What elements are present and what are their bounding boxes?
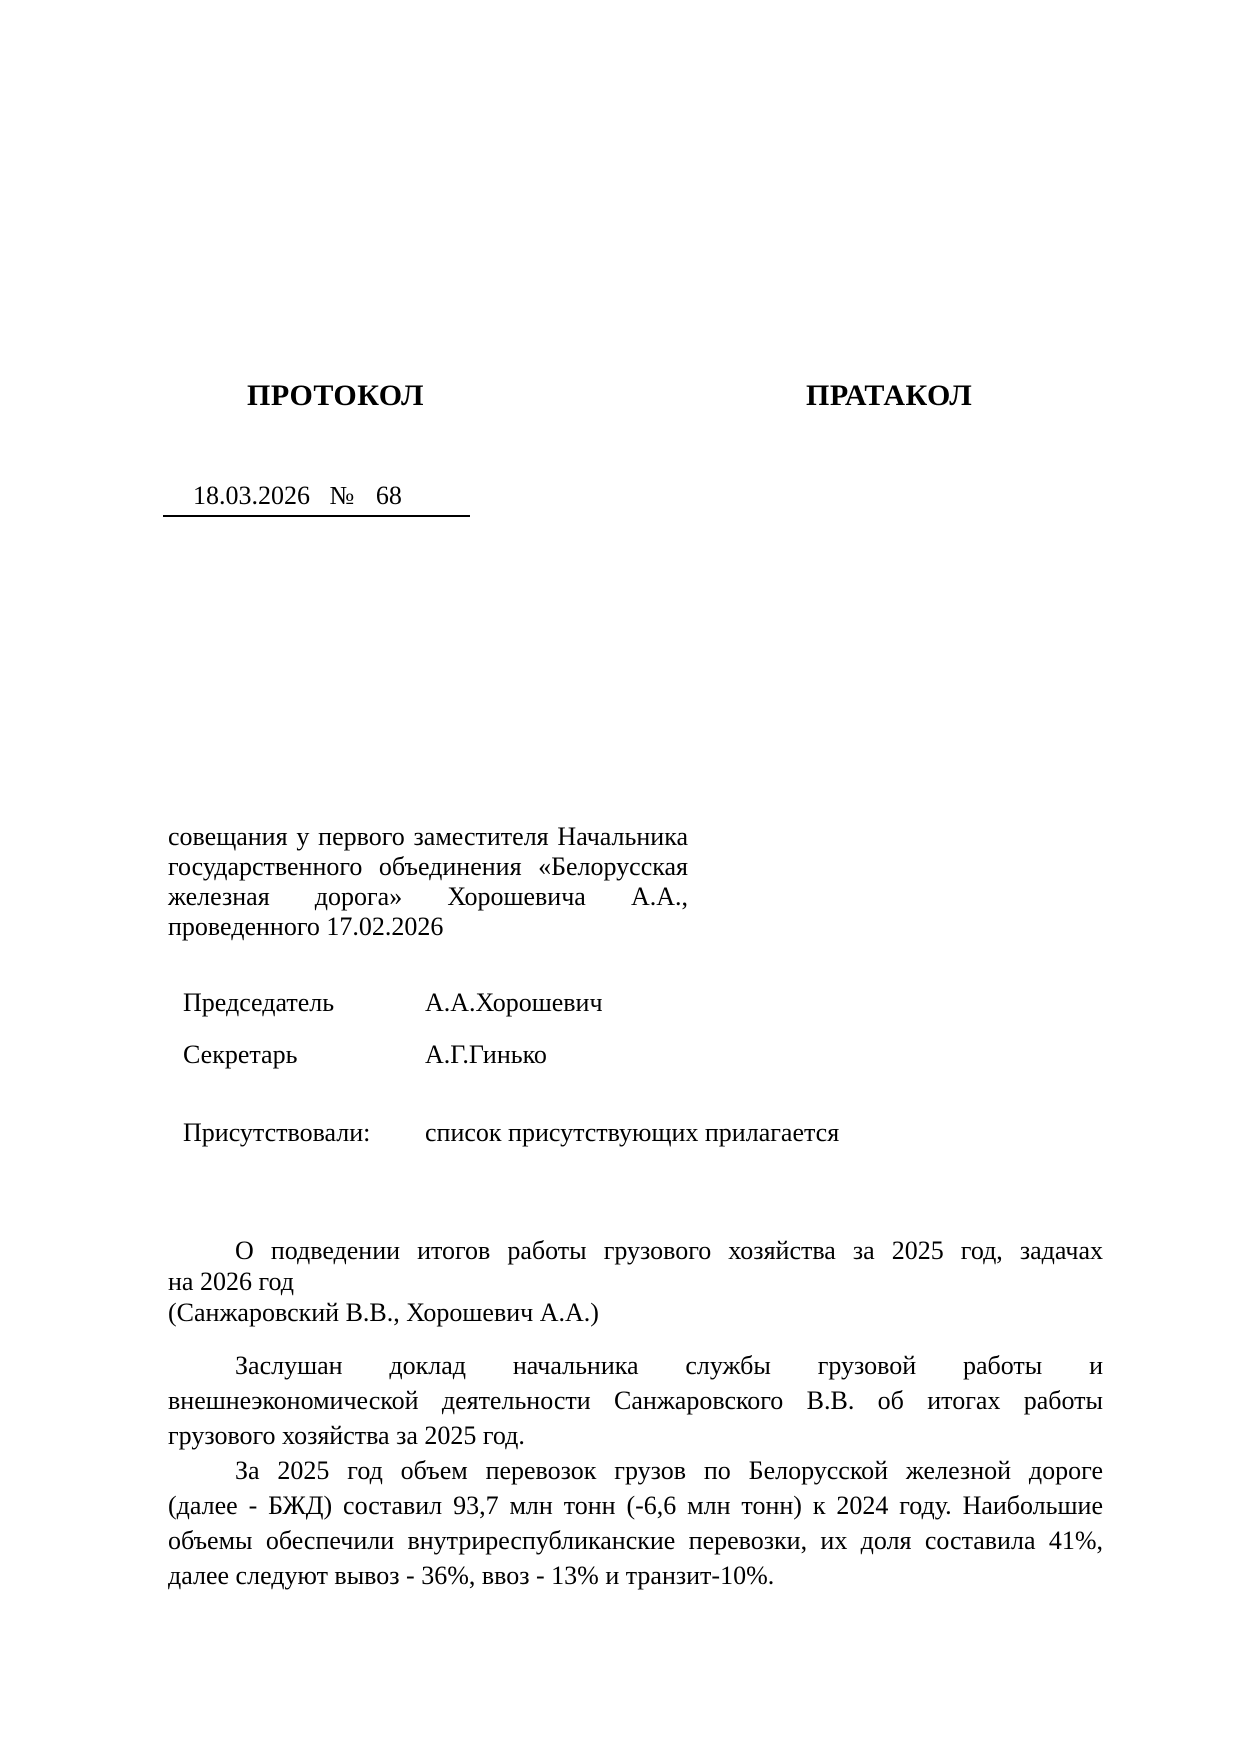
participant-role-label: Присутствовали: xyxy=(183,1118,371,1147)
text-line: далее следуют вывоз - 36%, ввоз - 13% и транзит-10%. xyxy=(168,1561,775,1590)
body-paragraph-2 xyxy=(168,1453,1103,1593)
text-line: совещания у первого заместителя Начальника xyxy=(168,822,688,851)
text-line: проведенного 17.02.2026 xyxy=(168,912,444,941)
participant-name: список присутствующих прилагается xyxy=(425,1118,840,1147)
participant-role-label: Секретарь xyxy=(183,1040,298,1069)
date-number-line xyxy=(163,480,470,517)
text-line: Заслушан доклад начальника службы грузовой работы и xyxy=(235,1351,1103,1380)
body-paragraph-1 xyxy=(168,1348,1103,1453)
text-line: объемы обеспечили внутриреспубликанские перевозки, их доля составила 41%, xyxy=(168,1526,1103,1555)
participants-table xyxy=(183,986,1103,1150)
document-title-belarusian: ПРАТАКОЛ xyxy=(806,379,973,412)
text-line: государственного объединения «Белорусская xyxy=(168,852,688,881)
text-line: грузового хозяйства за 2025 год. xyxy=(168,1421,525,1450)
addressee-paragraph xyxy=(168,822,688,942)
text-line: (Санжаровский В.В., Хорошевич А.А.) xyxy=(168,1298,599,1327)
subject-paragraph xyxy=(168,1235,1103,1328)
document-title-russian: ПРОТОКОЛ xyxy=(247,379,424,412)
text-line: на 2026 год xyxy=(168,1267,294,1296)
participant-name: А.Г.Гинько xyxy=(425,1040,547,1069)
text-line: железная дорога» Хорошевича А.А., xyxy=(168,882,688,911)
date-underline-field xyxy=(163,480,470,517)
number-sign: № xyxy=(329,481,355,510)
protocol-number: 68 xyxy=(375,481,402,510)
participant-row xyxy=(183,1116,1103,1150)
text-line: О подведении итогов работы грузового хозяйства за 2025 год, задачах xyxy=(235,1236,1103,1265)
text-line: (далее - БЖД) составил 93,7 млн тонн (-6,6 млн тонн) к 2024 году. Наибольшие xyxy=(168,1491,1103,1520)
participant-row xyxy=(183,986,1103,1020)
date-value: 18.03.2026 xyxy=(193,481,310,510)
participant-name: А.А.Хорошевич xyxy=(425,988,603,1017)
text-line: За 2025 год объем перевозок грузов по Белорусской железной дороге xyxy=(235,1456,1103,1485)
text-line: внешнеэкономической деятельности Санжаровского В.В. об итогах работы xyxy=(168,1386,1103,1415)
participant-row xyxy=(183,1038,1103,1072)
participant-role-label: Председатель xyxy=(183,988,335,1017)
